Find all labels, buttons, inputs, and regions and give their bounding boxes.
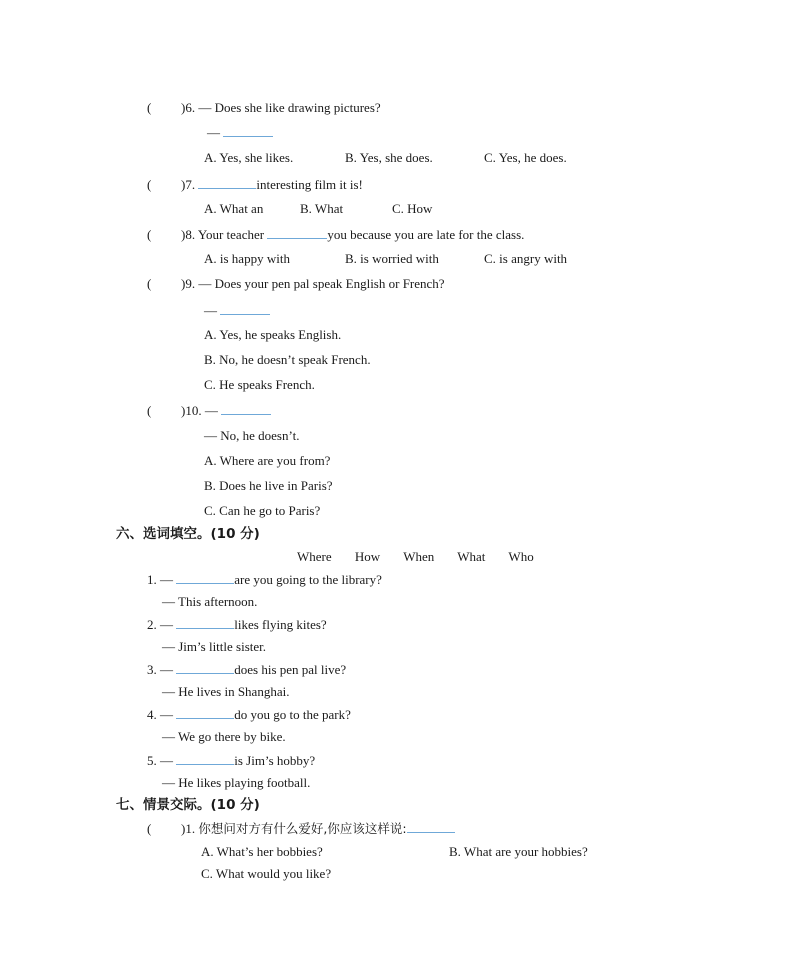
item-question: do you go to the park?: [234, 707, 351, 722]
question-stem: — Does your pen pal speak English or French?: [198, 276, 445, 291]
option-b: B. is worried with: [345, 251, 439, 266]
answer-paren[interactable]: (: [147, 177, 152, 192]
word-bank-word: Where: [297, 549, 332, 564]
answer-line: [204, 302, 270, 319]
question-stem: interesting film it is!: [256, 177, 363, 192]
question-stem: — Does she like drawing pictures?: [198, 100, 381, 115]
item-question: does his pen pal live?: [234, 662, 347, 677]
option-b: B. What: [300, 201, 344, 216]
question-number: )8.: [181, 227, 196, 242]
question-stem: 你想问对方有什么爱好,你应该这样说:: [198, 821, 407, 836]
answer-paren[interactable]: (: [147, 100, 152, 115]
option-c: C. is angry with: [484, 251, 568, 266]
item-question: likes flying kites?: [234, 617, 327, 632]
answer-blank[interactable]: [176, 571, 234, 584]
section-6-title: 六、选词填空。(10 分): [116, 526, 260, 542]
item-question: is Jim’s hobby?: [234, 753, 316, 768]
fill-item-4: [147, 706, 351, 723]
option-c: C. Yes, he does.: [484, 150, 567, 165]
answer-blank[interactable]: [176, 661, 234, 674]
answer-paren[interactable]: (: [147, 821, 152, 836]
word-bank: [297, 549, 534, 565]
option-a: A. What’s her bobbies?: [201, 844, 323, 859]
fill-item-5: [147, 752, 315, 769]
item-answer: — This afternoon.: [162, 594, 258, 609]
item-number: 2. —: [147, 617, 173, 632]
answer-blank[interactable]: [407, 820, 455, 833]
option-b: B. No, he doesn’t speak French.: [204, 352, 371, 367]
fill-item-3: [147, 661, 346, 678]
option-a: A. Where are you from?: [204, 453, 331, 468]
item-number: 1. —: [147, 572, 173, 587]
item-question: are you going to the library?: [234, 572, 382, 587]
fill-item-1: [147, 571, 382, 588]
answer-line: [207, 124, 273, 141]
dash: —: [204, 303, 217, 318]
option-a: A. Yes, he speaks English.: [204, 327, 342, 342]
question-number: )7.: [181, 177, 196, 192]
section-7-title: 七、情景交际。(10 分): [116, 797, 260, 813]
word-bank-word: How: [354, 549, 381, 564]
option-c: C. What would you like?: [201, 866, 332, 881]
word-bank-word: What: [457, 549, 486, 564]
answer-blank[interactable]: [176, 616, 234, 629]
option-b: B. Yes, she does.: [345, 150, 433, 165]
reply-line: — No, he doesn’t.: [204, 428, 300, 443]
option-a: A. Yes, she likes.: [204, 150, 294, 165]
word-bank-word: Who: [508, 549, 534, 564]
question-8: [147, 226, 524, 243]
question-6: [147, 100, 381, 116]
question-stem-start: Your teacher: [197, 227, 265, 242]
word-bank-word: When: [403, 549, 435, 564]
answer-blank[interactable]: [221, 402, 271, 415]
question-9: [147, 276, 445, 292]
question-7: [147, 176, 363, 193]
item-answer: — We go there by bike.: [162, 729, 286, 744]
option-c: C. He speaks French.: [204, 377, 315, 392]
question-number: )6.: [181, 100, 196, 115]
answer-blank[interactable]: [223, 124, 273, 137]
answer-paren[interactable]: (: [147, 276, 152, 291]
answer-blank[interactable]: [267, 226, 327, 239]
option-b: B. Does he live in Paris?: [204, 478, 333, 493]
question-number: )1.: [181, 821, 196, 836]
fill-item-2: [147, 616, 327, 633]
answer-blank[interactable]: [198, 176, 256, 189]
dash: —: [207, 125, 220, 140]
option-a: A. is happy with: [204, 251, 290, 266]
question-stem-end: you because you are late for the class.: [327, 227, 525, 242]
answer-blank[interactable]: [176, 752, 234, 765]
item-number: 5. —: [147, 753, 173, 768]
item-answer: — He likes playing football.: [162, 775, 311, 790]
answer-paren[interactable]: (: [147, 403, 152, 418]
option-a: A. What an: [204, 201, 264, 216]
answer-blank[interactable]: [220, 302, 270, 315]
option-b: B. What are your hobbies?: [449, 844, 588, 859]
question-10: [147, 402, 271, 419]
answer-blank[interactable]: [176, 706, 234, 719]
question-number: )9.: [181, 276, 196, 291]
option-c: C. Can he go to Paris?: [204, 503, 321, 518]
question-number: )10. —: [181, 403, 218, 418]
answer-paren[interactable]: (: [147, 227, 152, 242]
item-answer: — Jim’s little sister.: [162, 639, 267, 654]
item-answer: — He lives in Shanghai.: [162, 684, 290, 699]
item-number: 4. —: [147, 707, 173, 722]
option-c: C. How: [392, 201, 433, 216]
situation-question-1: [147, 820, 455, 837]
item-number: 3. —: [147, 662, 173, 677]
